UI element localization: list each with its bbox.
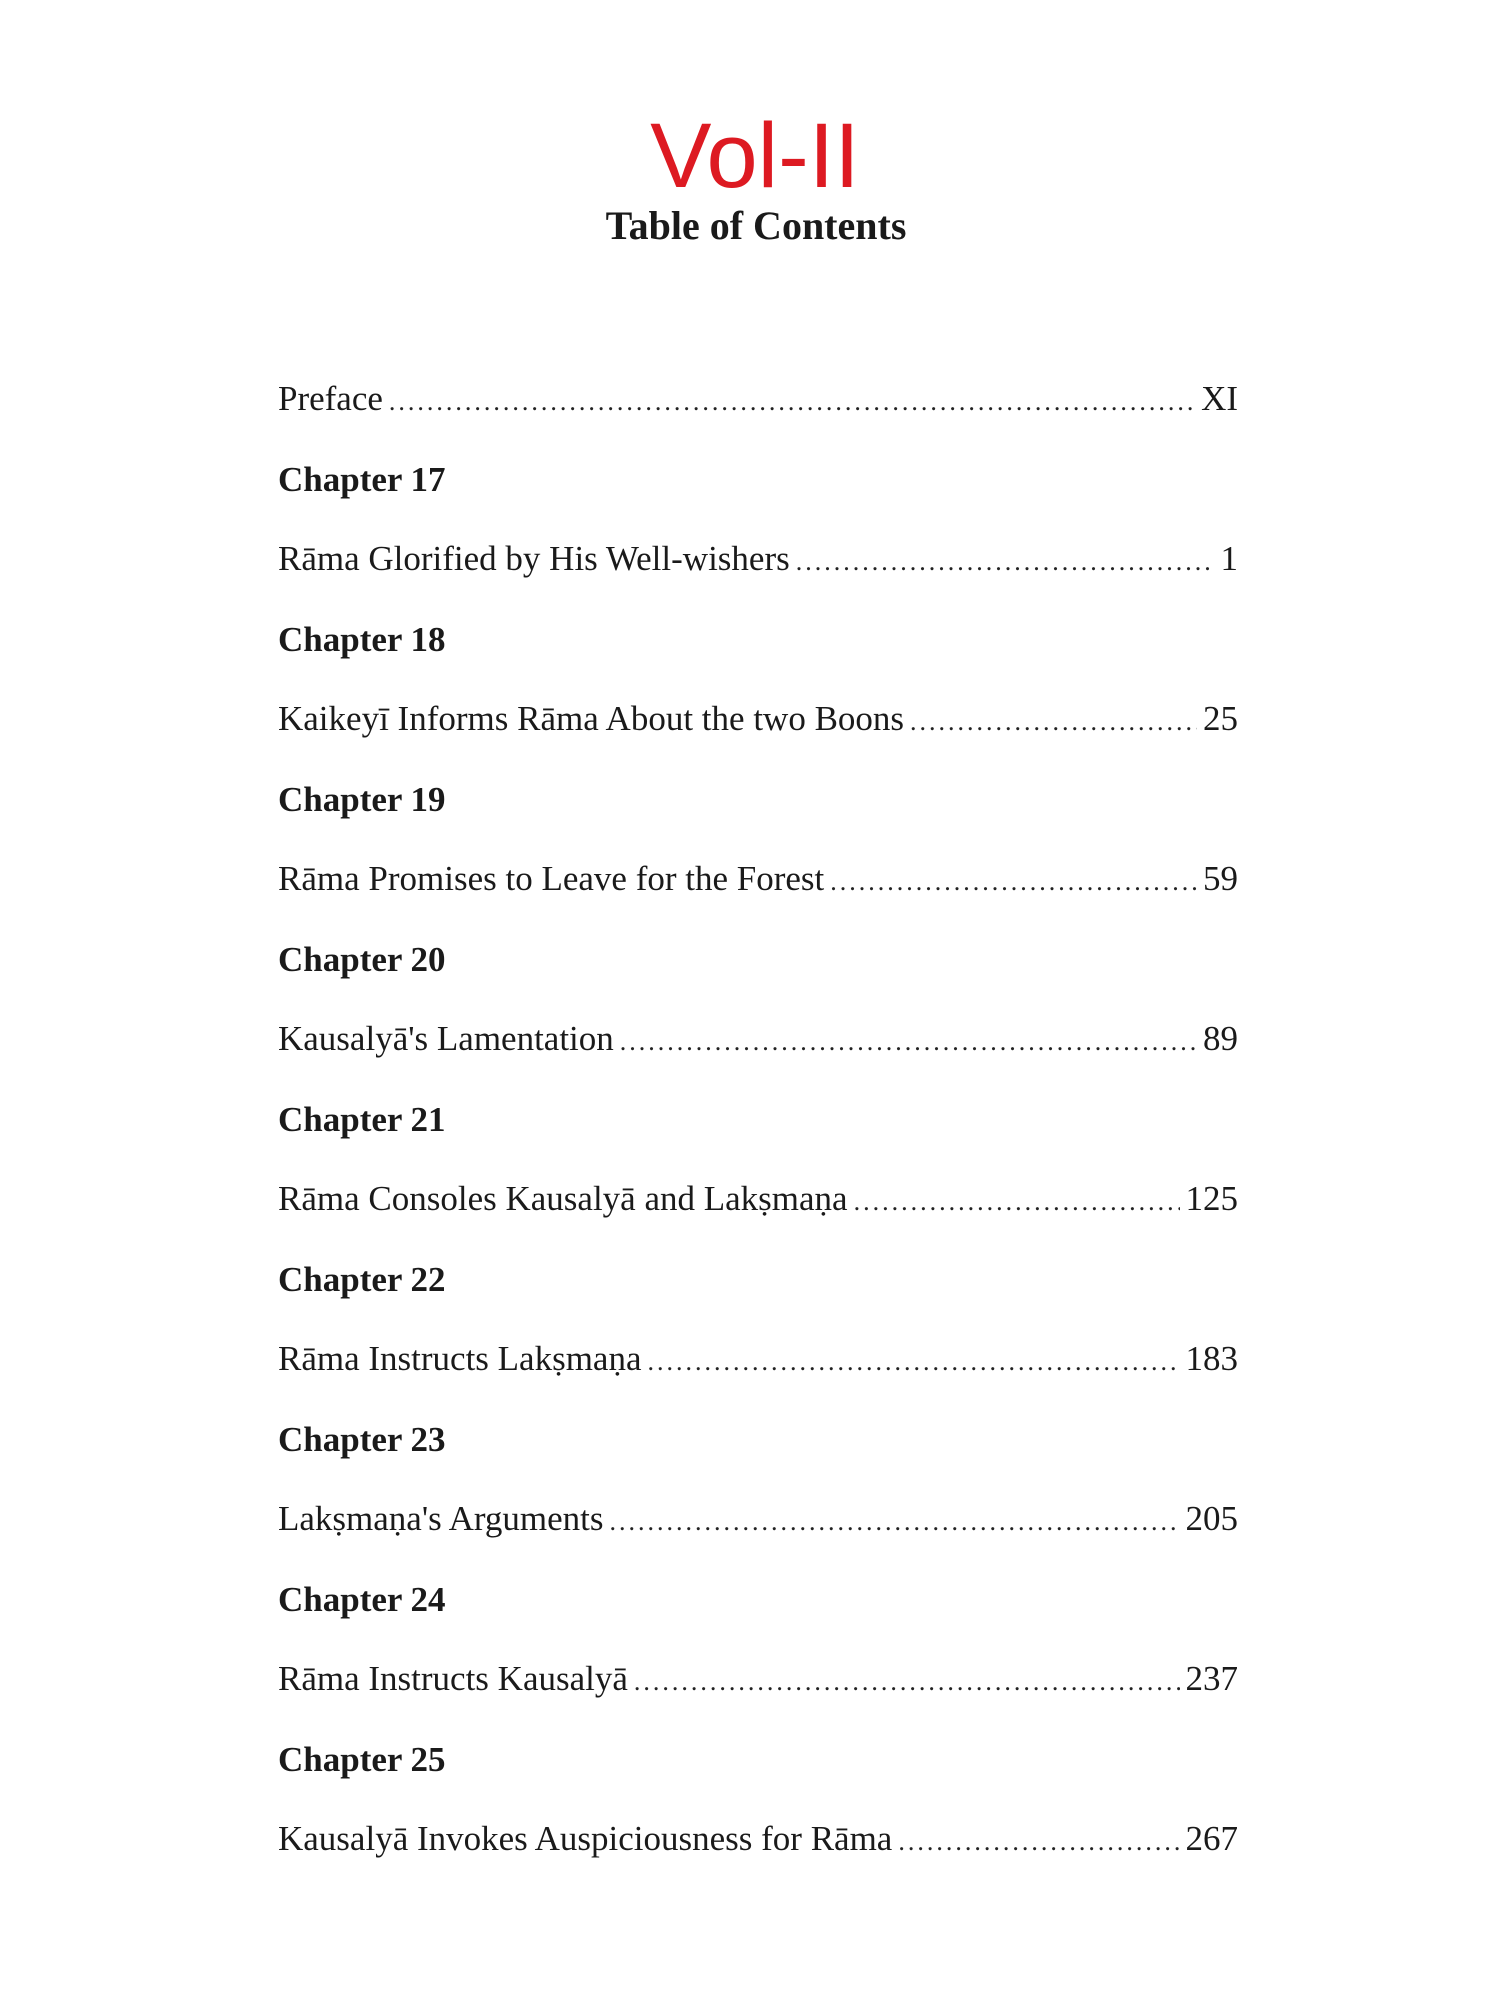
dot-leader [796, 540, 1215, 584]
entry-title: Kausalyā's Lamentation [278, 1018, 614, 1058]
page-number: 25 [1203, 698, 1238, 738]
page-number: XI [1201, 378, 1238, 418]
entry-title: Rāma Promises to Leave for the Forest [278, 858, 825, 898]
dot-leader [910, 700, 1197, 744]
chapter-heading-21 [278, 1080, 1238, 1160]
dot-leader [648, 1340, 1180, 1384]
entry-title: Kausalyā Invokes Auspiciousness for Rāma [278, 1818, 893, 1858]
toc-title: Table of Contents [605, 203, 907, 248]
toc-entry-chapter-24[interactable] [278, 1640, 1238, 1720]
page-number: 89 [1203, 1018, 1238, 1058]
dot-leader [830, 860, 1197, 904]
chapter-heading-17 [278, 440, 1238, 520]
page-number: 205 [1185, 1498, 1238, 1538]
page-number: 59 [1203, 858, 1238, 898]
entry-title: Rāma Instructs Kausalyā [278, 1658, 628, 1698]
chapter-heading: Chapter 18 [278, 620, 446, 659]
chapter-heading: Chapter 20 [278, 940, 446, 979]
chapter-heading: Chapter 19 [278, 780, 446, 819]
toc-entry-chapter-21[interactable] [278, 1160, 1238, 1240]
toc-entry-chapter-18[interactable] [278, 680, 1238, 760]
volume-title: Vol-II [650, 105, 860, 207]
entry-title: Rāma Instructs Lakṣmaṇa [278, 1338, 642, 1378]
toc-entry-chapter-19[interactable] [278, 840, 1238, 920]
table-of-contents [278, 360, 1238, 1880]
entry-title: Kaikeyī Informs Rāma About the two Boons [278, 698, 905, 738]
toc-entry-chapter-22[interactable] [278, 1320, 1238, 1400]
page-number: 237 [1185, 1658, 1238, 1698]
dot-leader [854, 1180, 1180, 1224]
chapter-heading: Chapter 24 [278, 1580, 446, 1619]
page-number: 1 [1220, 538, 1238, 578]
chapter-heading-20 [278, 920, 1238, 1000]
chapter-heading-24 [278, 1560, 1238, 1640]
entry-title: Preface [278, 378, 383, 418]
toc-entry-chapter-23[interactable] [278, 1480, 1238, 1560]
dot-leader [609, 1500, 1179, 1544]
chapter-heading: Chapter 21 [278, 1100, 446, 1139]
chapter-heading-25 [278, 1720, 1238, 1800]
toc-entry-chapter-20[interactable] [278, 1000, 1238, 1080]
chapter-heading: Chapter 25 [278, 1740, 446, 1779]
dot-leader [389, 380, 1195, 424]
chapter-heading-19 [278, 760, 1238, 840]
chapter-heading: Chapter 17 [278, 460, 446, 499]
page-number: 183 [1185, 1338, 1238, 1378]
dot-leader [620, 1020, 1197, 1064]
dot-leader [634, 1660, 1180, 1704]
page-number: 125 [1185, 1178, 1238, 1218]
entry-title: Lakṣmaṇa's Arguments [278, 1498, 604, 1538]
page-number: 267 [1185, 1818, 1238, 1858]
chapter-heading-18 [278, 600, 1238, 680]
toc-entry-preface[interactable] [278, 360, 1238, 440]
chapter-heading-22 [278, 1240, 1238, 1320]
entry-title: Rāma Glorified by His Well-wishers [278, 538, 790, 578]
dot-leader [898, 1820, 1179, 1864]
toc-entry-chapter-17[interactable] [278, 520, 1238, 600]
chapter-heading-23 [278, 1400, 1238, 1480]
entry-title: Rāma Consoles Kausalyā and Lakṣmaṇa [278, 1178, 848, 1218]
toc-entry-chapter-25[interactable] [278, 1800, 1238, 1880]
chapter-heading: Chapter 22 [278, 1260, 446, 1299]
chapter-heading: Chapter 23 [278, 1420, 446, 1459]
